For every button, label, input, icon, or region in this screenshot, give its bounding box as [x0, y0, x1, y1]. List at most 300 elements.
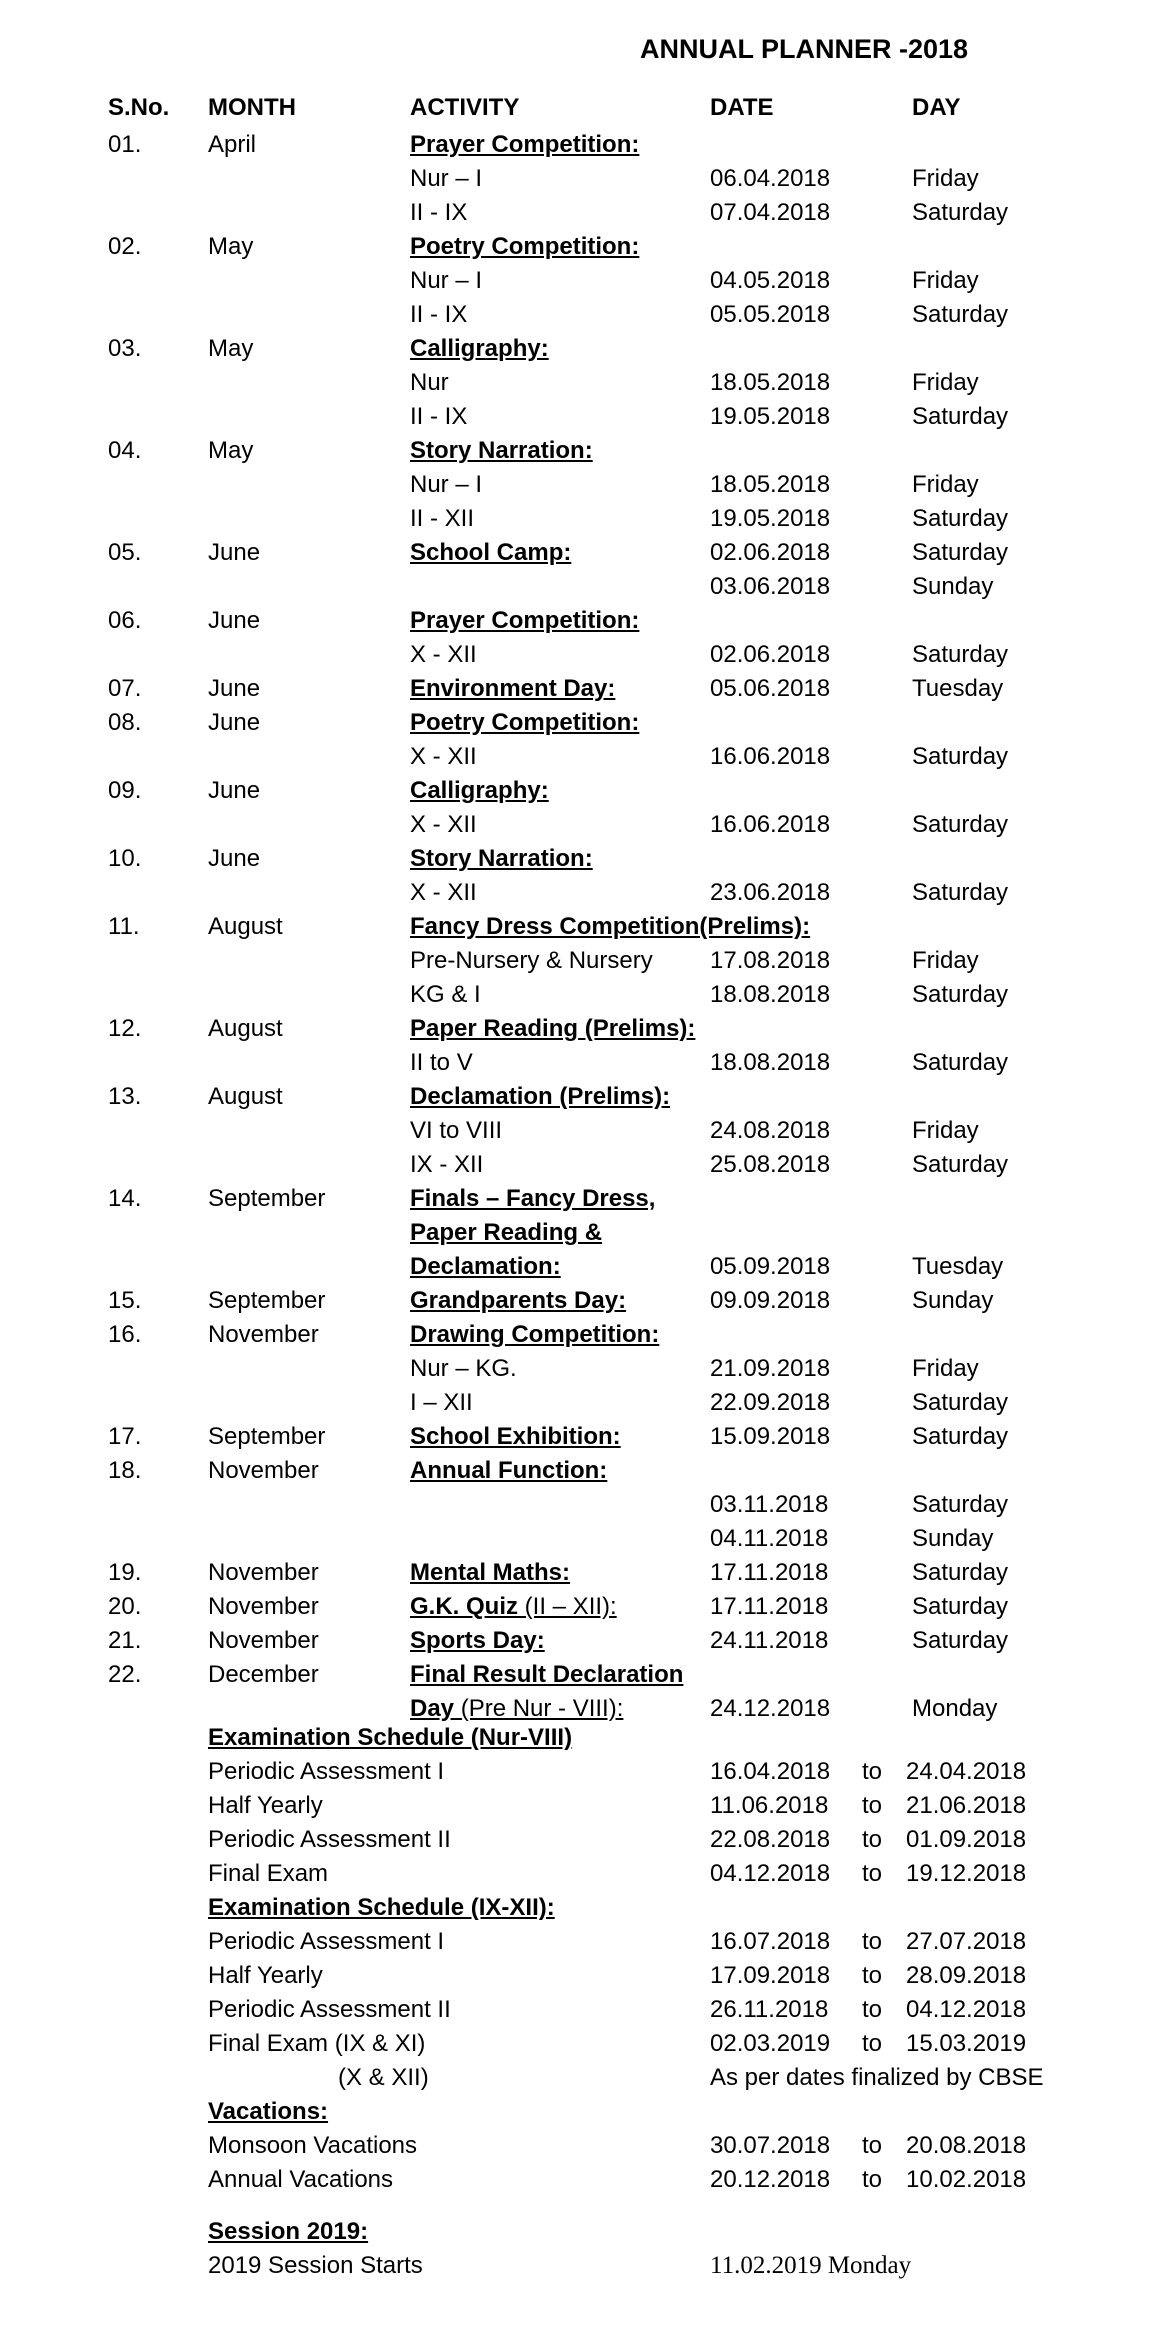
row-day: Friday — [912, 471, 979, 498]
table-row — [0, 876, 1160, 910]
row-month: August — [208, 913, 283, 940]
row-day: Saturday — [912, 743, 1009, 770]
row-activity — [410, 196, 467, 230]
row-activity-text: Nur – I — [410, 471, 483, 498]
row-activity — [410, 1454, 607, 1488]
row-activity-text: Nur – I — [410, 267, 483, 294]
row-month: November — [208, 1627, 319, 1654]
row-activity-text: Paper Reading & — [410, 1219, 603, 1246]
exam-name: Final Exam — [208, 1860, 329, 1887]
row-activity — [410, 1216, 602, 1250]
row-sno: 07. — [108, 675, 142, 702]
row-activity-text: Nur – I — [410, 165, 483, 192]
row-date: 06.04.2018 — [710, 165, 831, 192]
table-row — [0, 1522, 1160, 1556]
row-activity-text: X - XII — [410, 811, 477, 838]
header-date: DATE — [710, 94, 774, 121]
header-sno: S.No. — [108, 94, 170, 121]
vacation-row — [0, 2129, 1160, 2163]
exam-to-word: to — [862, 1962, 883, 1989]
row-activity-text: X - XII — [410, 641, 477, 668]
exam-name: Periodic Assessment I — [208, 1928, 445, 1955]
table-row — [0, 808, 1160, 842]
row-activity-text: II - IX — [410, 403, 468, 430]
exam-to: 24.04.2018 — [906, 1758, 1027, 1785]
row-activity — [410, 706, 639, 740]
row-activity-text: II - IX — [410, 301, 468, 328]
row-sno: 19. — [108, 1559, 142, 1586]
exam-name: Half Yearly — [208, 1962, 323, 1989]
row-activity-text: IX - XII — [410, 1151, 484, 1178]
row-activity — [410, 400, 467, 434]
exam-from: 17.09.2018 — [710, 1962, 831, 1989]
row-day: Saturday — [912, 879, 1009, 906]
row-activity — [410, 808, 477, 842]
table-row — [0, 1080, 1160, 1114]
row-activity-detail: (II – XII): — [518, 1593, 617, 1620]
row-day: Saturday — [912, 641, 1009, 668]
table-row — [0, 1420, 1160, 1454]
row-date: 09.09.2018 — [710, 1287, 831, 1314]
exam-ix-row — [0, 2027, 1160, 2061]
exam-nur-heading: Examination Schedule (Nur-VIII) — [208, 1724, 573, 1751]
row-day: Saturday — [912, 505, 1009, 532]
exam-nur-row — [0, 1823, 1160, 1857]
row-sno: 10. — [108, 845, 142, 872]
row-activity-text: Drawing Competition: — [410, 1321, 660, 1348]
row-month: August — [208, 1083, 283, 1110]
table-row — [0, 162, 1160, 196]
row-activity — [410, 638, 477, 672]
row-sno: 22. — [108, 1661, 142, 1688]
row-sno: 20. — [108, 1593, 142, 1620]
row-activity-text: II - IX — [410, 199, 468, 226]
row-sno: 09. — [108, 777, 142, 804]
row-date: 18.08.2018 — [710, 981, 831, 1008]
row-day: Friday — [912, 947, 979, 974]
exam-to-word: to — [862, 1826, 883, 1853]
table-row — [0, 1692, 1160, 1726]
row-date: 15.09.2018 — [710, 1423, 831, 1450]
table-row — [0, 1386, 1160, 1420]
row-activity — [410, 604, 639, 638]
exam-to: 01.09.2018 — [906, 1826, 1027, 1853]
exam-to-word: to — [862, 1860, 883, 1887]
row-date: 17.08.2018 — [710, 947, 831, 974]
row-activity-text: Nur – KG. — [410, 1355, 517, 1382]
row-sno: 18. — [108, 1457, 142, 1484]
vacation-from: 30.07.2018 — [710, 2132, 831, 2159]
row-activity — [410, 774, 549, 808]
row-day: Tuesday — [912, 1253, 1004, 1280]
row-month: November — [208, 1321, 319, 1348]
row-date: 16.06.2018 — [710, 811, 831, 838]
table-row — [0, 1488, 1160, 1522]
table-row — [0, 1624, 1160, 1658]
header-month: MONTH — [208, 94, 296, 121]
row-activity-text: X - XII — [410, 743, 477, 770]
row-activity-text: Calligraphy: — [410, 777, 549, 804]
row-activity — [410, 1590, 617, 1624]
row-month: December — [208, 1661, 319, 1688]
table-row — [0, 1046, 1160, 1080]
vacation-to: 20.08.2018 — [906, 2132, 1027, 2159]
table-row — [0, 706, 1160, 740]
exam-nur-row — [0, 1857, 1160, 1891]
table-row — [0, 128, 1160, 162]
exam-to: 27.07.2018 — [906, 1928, 1027, 1955]
row-day: Saturday — [912, 1491, 1009, 1518]
exam-ix-heading: Examination Schedule (IX-XII): — [208, 1894, 555, 1921]
row-sno: 12. — [108, 1015, 142, 1042]
exam-from: 16.07.2018 — [710, 1928, 831, 1955]
row-activity — [410, 1352, 517, 1386]
row-activity — [410, 1046, 473, 1080]
row-activity-detail: (Pre Nur - VIII): — [454, 1695, 624, 1722]
table-row — [0, 1352, 1160, 1386]
row-activity-text: Annual Function: — [410, 1457, 608, 1484]
row-day: Sunday — [912, 1525, 994, 1552]
row-date: 05.05.2018 — [710, 301, 831, 328]
row-day: Friday — [912, 1355, 979, 1382]
session-heading: Session 2019: — [208, 2218, 369, 2245]
table-row — [0, 944, 1160, 978]
table-row — [0, 740, 1160, 774]
row-day: Saturday — [912, 1627, 1009, 1654]
row-activity — [410, 536, 571, 570]
table-row — [0, 400, 1160, 434]
row-date: 05.09.2018 — [710, 1253, 831, 1280]
row-activity — [410, 876, 477, 910]
row-sno: 15. — [108, 1287, 142, 1314]
row-day: Saturday — [912, 1423, 1009, 1450]
exam-to: 15.03.2019 — [906, 2030, 1027, 2057]
row-activity — [410, 672, 615, 706]
row-sno: 02. — [108, 233, 142, 260]
row-date: 02.06.2018 — [710, 539, 831, 566]
session-value: 11.02.2019 Monday — [710, 2252, 912, 2279]
exam-from: 04.12.2018 — [710, 1860, 831, 1887]
exam-ix-cbse-row — [0, 2061, 1160, 2095]
row-month: November — [208, 1559, 319, 1586]
table-row — [0, 230, 1160, 264]
vacation-name: Monsoon Vacations — [208, 2132, 418, 2159]
row-day: Friday — [912, 267, 979, 294]
table-row — [0, 332, 1160, 366]
row-activity-text: I – XII — [410, 1389, 473, 1416]
row-activity-text: II - XII — [410, 505, 475, 532]
exam-name: Periodic Assessment II — [208, 1826, 451, 1853]
table-row — [0, 1182, 1160, 1216]
row-activity-text: VI to VIII — [410, 1117, 503, 1144]
row-activity — [410, 1386, 473, 1420]
exam-ix-row — [0, 1959, 1160, 1993]
row-activity-text: Prayer Competition: — [410, 131, 640, 158]
row-activity — [410, 1114, 502, 1148]
vacation-row — [0, 2163, 1160, 2197]
row-day: Saturday — [912, 981, 1009, 1008]
row-day: Saturday — [912, 199, 1009, 226]
exam-from: 16.04.2018 — [710, 1758, 831, 1785]
exam-to: 28.09.2018 — [906, 1962, 1027, 1989]
exam-name: Periodic Assessment II — [208, 1996, 451, 2023]
row-activity — [410, 1284, 626, 1318]
vacation-name: Annual Vacations — [208, 2166, 394, 2193]
table-row — [0, 638, 1160, 672]
row-date: 24.08.2018 — [710, 1117, 831, 1144]
table-row — [0, 1658, 1160, 1692]
row-day: Saturday — [912, 539, 1009, 566]
row-activity — [410, 1250, 561, 1284]
row-activity-text: Poetry Competition: — [410, 233, 640, 260]
row-activity — [410, 1318, 659, 1352]
exam-from: 02.03.2019 — [710, 2030, 831, 2057]
table-row — [0, 1148, 1160, 1182]
row-sno: 06. — [108, 607, 142, 634]
row-month: November — [208, 1457, 319, 1484]
row-date: 04.05.2018 — [710, 267, 831, 294]
row-date: 18.08.2018 — [710, 1049, 831, 1076]
row-activity-text: Day — [410, 1695, 455, 1722]
row-activity — [410, 434, 593, 468]
row-activity-text: Declamation: — [410, 1253, 561, 1280]
row-activity-text: Declamation (Prelims): — [410, 1083, 671, 1110]
row-activity — [410, 366, 449, 400]
table-row — [0, 672, 1160, 706]
page-title: ANNUAL PLANNER -2018 — [640, 34, 969, 64]
table-row — [0, 1318, 1160, 1352]
row-activity — [410, 1556, 570, 1590]
row-sno: 14. — [108, 1185, 142, 1212]
table-row — [0, 536, 1160, 570]
exam-name: Half Yearly — [208, 1792, 323, 1819]
row-activity-text: Story Narration: — [410, 845, 593, 872]
row-month: April — [208, 131, 257, 158]
row-activity — [410, 298, 467, 332]
row-sno: 05. — [108, 539, 142, 566]
row-activity — [410, 1420, 621, 1454]
row-activity-text: Poetry Competition: — [410, 709, 640, 736]
row-activity-text: Prayer Competition: — [410, 607, 640, 634]
row-activity — [410, 910, 810, 944]
row-activity — [410, 468, 482, 502]
row-date: 19.05.2018 — [710, 403, 831, 430]
row-activity — [410, 1148, 483, 1182]
row-date: 18.05.2018 — [710, 471, 831, 498]
row-activity-text: Pre-Nursery & Nursery — [410, 947, 653, 974]
exam-to-word: to — [862, 1792, 883, 1819]
row-activity-text: II to V — [410, 1049, 473, 1076]
table-row — [0, 434, 1160, 468]
vacation-to: 10.02.2018 — [906, 2166, 1027, 2193]
table-row — [0, 468, 1160, 502]
row-date: 19.05.2018 — [710, 505, 831, 532]
row-activity — [410, 842, 593, 876]
exam-note: As per dates finalized by CBSE — [710, 2064, 1044, 2091]
row-date: 21.09.2018 — [710, 1355, 831, 1382]
row-day: Monday — [912, 1695, 998, 1722]
row-month: June — [208, 777, 261, 804]
row-activity-text: Paper Reading (Prelims): — [410, 1015, 696, 1042]
row-activity — [410, 1012, 695, 1046]
row-activity-text: School Exhibition: — [410, 1423, 621, 1450]
row-day: Saturday — [912, 301, 1009, 328]
vacation-to-word: to — [862, 2132, 883, 2159]
vacation-to-word: to — [862, 2166, 883, 2193]
row-date: 04.11.2018 — [710, 1525, 829, 1552]
row-sno: 01. — [108, 131, 142, 158]
row-date: 17.11.2018 — [710, 1593, 829, 1620]
row-sno: 13. — [108, 1083, 142, 1110]
table-row — [0, 1114, 1160, 1148]
session-row — [0, 2249, 1160, 2283]
row-month: June — [208, 845, 261, 872]
row-month: August — [208, 1015, 283, 1042]
row-activity-text: X - XII — [410, 879, 477, 906]
table-row — [0, 196, 1160, 230]
exam-nur-row — [0, 1755, 1160, 1789]
row-day: Friday — [912, 165, 979, 192]
vacations-heading: Vacations: — [208, 2098, 329, 2125]
exam-from: 22.08.2018 — [710, 1826, 831, 1853]
exam-to-word: to — [862, 2030, 883, 2057]
row-activity-text: Grandparents Day: — [410, 1287, 627, 1314]
row-date: 03.06.2018 — [710, 573, 831, 600]
row-activity-text: Finals – Fancy Dress, — [410, 1185, 656, 1212]
table-row — [0, 1012, 1160, 1046]
row-sno: 16. — [108, 1321, 142, 1348]
table-row — [0, 298, 1160, 332]
row-month: May — [208, 233, 254, 260]
row-activity — [410, 264, 482, 298]
row-month: May — [208, 335, 254, 362]
row-day: Sunday — [912, 1287, 994, 1314]
row-date: 17.11.2018 — [710, 1559, 829, 1586]
table-row — [0, 1284, 1160, 1318]
row-month: June — [208, 709, 261, 736]
row-activity — [410, 1080, 670, 1114]
row-sno: 08. — [108, 709, 142, 736]
row-date: 24.11.2018 — [710, 1627, 829, 1654]
row-activity — [410, 944, 653, 978]
exam-to-word: to — [862, 1758, 883, 1785]
row-activity-text: G.K. Quiz — [410, 1593, 518, 1620]
row-activity — [410, 1182, 655, 1216]
exam-to-word: to — [862, 1928, 883, 1955]
row-date: 16.06.2018 — [710, 743, 831, 770]
table-row — [0, 774, 1160, 808]
row-date: 22.09.2018 — [710, 1389, 831, 1416]
row-activity — [410, 502, 474, 536]
row-activity-text: Environment Day: — [410, 675, 616, 702]
row-month: September — [208, 1287, 326, 1314]
table-row — [0, 1250, 1160, 1284]
row-month: September — [208, 1185, 326, 1212]
row-activity-text: Calligraphy: — [410, 335, 549, 362]
table-row — [0, 978, 1160, 1012]
exam-from: 11.06.2018 — [710, 1792, 829, 1819]
row-month: June — [208, 607, 261, 634]
exam-to: 19.12.2018 — [906, 1860, 1027, 1887]
row-day: Tuesday — [912, 675, 1004, 702]
exam-name: Final Exam (IX & XI) — [208, 2030, 426, 2057]
row-month: September — [208, 1423, 326, 1450]
row-activity — [410, 162, 482, 196]
row-activity-text: KG & I — [410, 981, 481, 1008]
vacation-from: 20.12.2018 — [710, 2166, 831, 2193]
row-sno: 21. — [108, 1627, 142, 1654]
row-month: November — [208, 1593, 319, 1620]
row-date: 05.06.2018 — [710, 675, 831, 702]
row-date: 02.06.2018 — [710, 641, 831, 668]
exam-to: 21.06.2018 — [906, 1792, 1027, 1819]
row-day: Saturday — [912, 1593, 1009, 1620]
table-row — [0, 1216, 1160, 1250]
row-day: Saturday — [912, 403, 1009, 430]
row-month: May — [208, 437, 254, 464]
row-date: 24.12.2018 — [710, 1695, 831, 1722]
table-row — [0, 1454, 1160, 1488]
row-activity — [410, 128, 639, 162]
row-date: 07.04.2018 — [710, 199, 831, 226]
row-day: Friday — [912, 1117, 979, 1144]
row-sno: 11. — [108, 913, 140, 940]
exam-to-word: to — [862, 1996, 883, 2023]
row-activity — [410, 230, 639, 264]
row-activity — [410, 1658, 683, 1692]
row-date: 23.06.2018 — [710, 879, 831, 906]
row-activity-text: Fancy Dress Competition(Prelims): — [410, 913, 811, 940]
row-activity-text: Mental Maths: — [410, 1559, 571, 1586]
exam-ix-row — [0, 1925, 1160, 1959]
row-sno: 17. — [108, 1423, 142, 1450]
row-activity-text: Story Narration: — [410, 437, 593, 464]
row-sno: 03. — [108, 335, 142, 362]
exam-from: 26.11.2018 — [710, 1996, 829, 2023]
table-row — [0, 1590, 1160, 1624]
row-day: Saturday — [912, 1151, 1009, 1178]
row-sno: 04. — [108, 437, 142, 464]
row-activity — [410, 740, 477, 774]
row-activity — [410, 332, 549, 366]
table-row — [0, 842, 1160, 876]
table-row — [0, 264, 1160, 298]
header-day: DAY — [912, 94, 961, 121]
table-row — [0, 1556, 1160, 1590]
row-activity-text: Sports Day: — [410, 1627, 545, 1654]
row-day: Saturday — [912, 1389, 1009, 1416]
row-date: 03.11.2018 — [710, 1491, 829, 1518]
exam-ix-row — [0, 1993, 1160, 2027]
table-row — [0, 604, 1160, 638]
row-activity-text: School Camp: — [410, 539, 572, 566]
exam-name: (X & XII) — [338, 2064, 429, 2091]
header-activity: ACTIVITY — [410, 94, 520, 121]
row-day: Friday — [912, 369, 979, 396]
table-row — [0, 910, 1160, 944]
table-row — [0, 502, 1160, 536]
table-row — [0, 366, 1160, 400]
row-month: June — [208, 539, 261, 566]
exam-to: 04.12.2018 — [906, 1996, 1027, 2023]
row-activity-text: Nur — [410, 369, 449, 396]
row-day: Saturday — [912, 811, 1009, 838]
row-activity-text: Final Result Declaration — [410, 1661, 684, 1688]
row-month: June — [208, 675, 261, 702]
row-day: Sunday — [912, 573, 994, 600]
session-label: 2019 Session Starts — [208, 2252, 423, 2279]
table-row — [0, 570, 1160, 604]
